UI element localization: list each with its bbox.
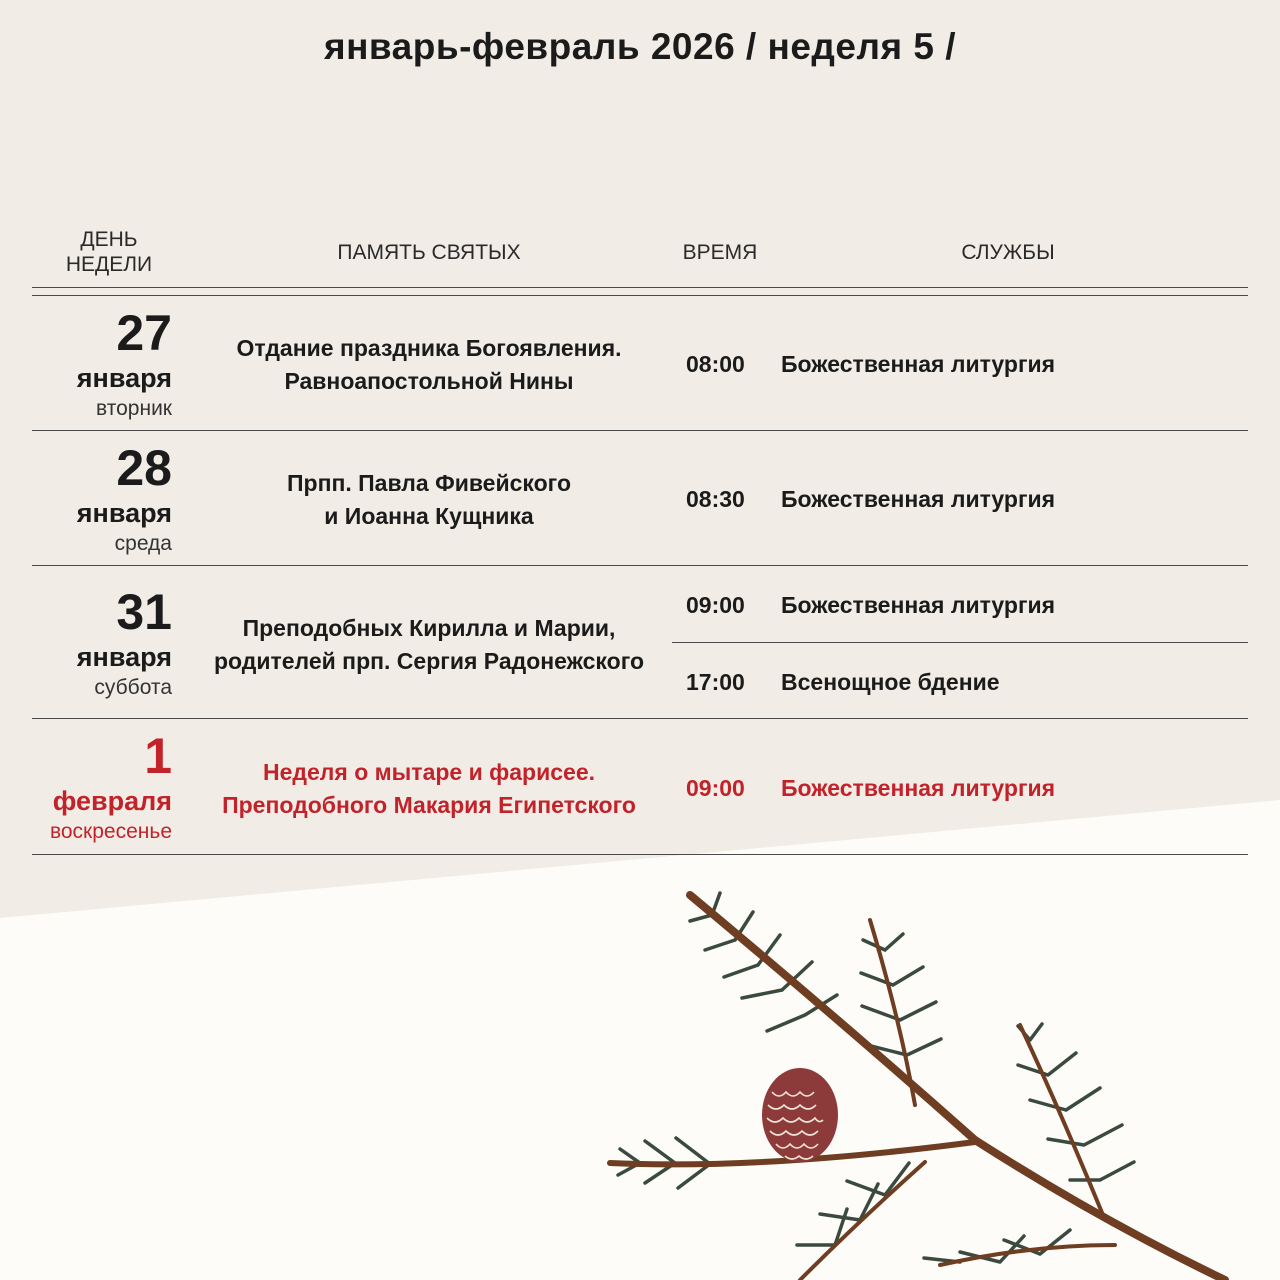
saints-line: и Иоанна Кущника	[324, 503, 534, 529]
service-time: 09:00	[686, 775, 745, 801]
saints-cell	[190, 332, 668, 398]
service-time: 09:00	[686, 592, 745, 618]
service-time: 08:30	[686, 486, 745, 512]
row-divider	[32, 854, 1248, 855]
saints-line: Прпп. Павла Фивейского	[286, 470, 571, 496]
saints-line: Преподобных Кирилла и Марии,	[242, 615, 616, 641]
saints-cell	[190, 467, 668, 533]
pine-branch-with-cone-icon	[600, 880, 1280, 1280]
month-name: января	[76, 498, 172, 528]
day-number: 28	[116, 440, 172, 496]
service-name: Всенощное бдение	[781, 669, 1000, 695]
service-time: 17:00	[686, 669, 745, 695]
weekday: суббота	[94, 676, 172, 699]
header-services: СЛУЖБЫ	[961, 241, 1055, 264]
header-saints: ПАМЯТЬ СВЯТЫХ	[337, 241, 521, 264]
weekday: среда	[114, 532, 172, 555]
saints-line: родителей прп. Сергия Радонежского	[213, 648, 645, 674]
header-time: ВРЕМЯ	[682, 241, 758, 264]
day-number: 31	[116, 584, 172, 640]
row-divider	[32, 430, 1248, 431]
saints-cell	[190, 756, 668, 822]
row-divider	[32, 718, 1248, 719]
weekday: воскресенье	[49, 820, 172, 843]
saints-line: Неделя о мытаре и фарисее.	[263, 759, 595, 785]
service-name: Божественная литургия	[781, 592, 1056, 618]
month-name: февраля	[52, 786, 172, 816]
month-name: января	[76, 642, 172, 672]
saints-line: Равноапостольной Нины	[284, 368, 574, 394]
header-divider-top	[32, 287, 1248, 288]
service-name: Божественная литургия	[781, 775, 1056, 801]
day-number: 1	[144, 728, 172, 784]
header-day-line1: ДЕНЬ	[80, 228, 138, 251]
row-divider	[32, 565, 1248, 566]
day-number: 27	[116, 305, 172, 361]
month-name: января	[76, 363, 172, 393]
service-time: 08:00	[686, 351, 745, 377]
service-name: Божественная литургия	[781, 486, 1056, 512]
saints-line: Отдание праздника Богоявления.	[236, 335, 622, 361]
weekday: вторник	[96, 397, 172, 420]
header-divider-bottom	[32, 295, 1248, 296]
saints-cell	[190, 612, 668, 678]
header-day	[50, 227, 168, 277]
page-title: январь-февраль 2026 / неделя 5 /	[323, 26, 956, 67]
saints-line: Преподобного Макария Египетского	[222, 792, 636, 818]
service-divider	[672, 642, 1248, 643]
service-name: Божественная литургия	[781, 351, 1056, 377]
header-day-line2: НЕДЕЛИ	[65, 253, 153, 276]
